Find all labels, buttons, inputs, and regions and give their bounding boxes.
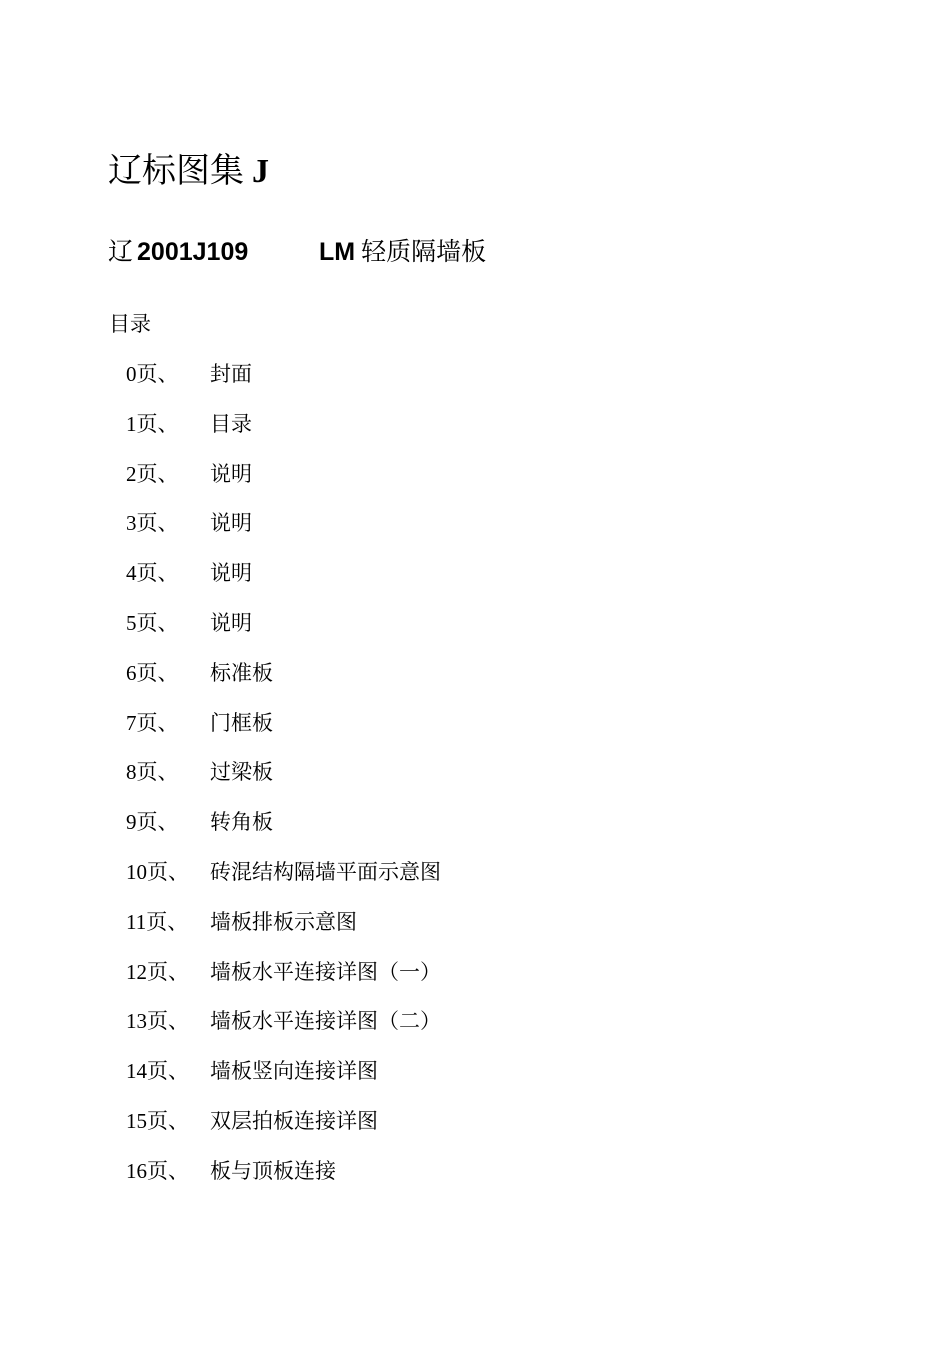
toc-page-number: 5页、 (126, 610, 179, 635)
toc-entry-title: 标准板 (210, 660, 273, 685)
table-of-contents (126, 359, 726, 1206)
toc-heading: 目录 (109, 312, 151, 336)
toc-page-number: 15页、 (126, 1108, 189, 1133)
toc-page-number: 3页、 (126, 511, 179, 536)
toc-page-number: 8页、 (126, 760, 179, 785)
atlas-name-latin: LM (319, 238, 356, 266)
atlas-name-cn: 轻质隔墙板 (361, 237, 487, 266)
toc-entry-title: 目录 (210, 411, 252, 436)
toc-item (126, 757, 726, 807)
document-title-cn: 辽标图集 (108, 151, 244, 191)
toc-entry-title: 墙板排板示意图 (210, 909, 357, 934)
toc-item (126, 608, 726, 658)
toc-item (126, 708, 726, 758)
toc-item (126, 1006, 726, 1056)
toc-entry-title: 砖混结构隔墙平面示意图 (210, 859, 441, 884)
toc-page-number: 7页、 (126, 710, 179, 735)
toc-page-number: 2页、 (126, 461, 179, 486)
toc-item (126, 409, 726, 459)
toc-page-number: 6页、 (126, 660, 179, 685)
toc-entry-title: 说明 (210, 561, 252, 586)
atlas-name (319, 234, 486, 270)
toc-page-number: 0页、 (126, 362, 179, 386)
atlas-code: 2001J109 (137, 238, 249, 266)
toc-entry-title: 双层拍板连接详图 (210, 1108, 378, 1133)
toc-entry-title: 墙板水平连接详图（一） (210, 959, 441, 984)
toc-entry-title: 封面 (210, 362, 252, 386)
toc-entry-title: 说明 (210, 610, 252, 635)
document-title-latin: J (252, 153, 269, 190)
toc-item (126, 508, 726, 558)
toc-entry-title: 转角板 (210, 810, 273, 835)
toc-item (126, 907, 726, 957)
toc-entry-title: 墙板竖向连接详图 (210, 1059, 378, 1084)
toc-page-number: 13页、 (126, 1009, 189, 1034)
toc-entry-title: 过梁板 (210, 760, 273, 785)
toc-item (126, 459, 726, 509)
toc-page-number: 12页、 (126, 959, 189, 984)
toc-page-number: 11页、 (126, 909, 189, 934)
toc-page-number: 16页、 (126, 1158, 189, 1183)
toc-entry-title: 说明 (210, 511, 252, 536)
toc-entry-title: 说明 (210, 461, 252, 486)
toc-item (126, 807, 726, 857)
toc-entry-title: 墙板水平连接详图（二） (210, 1009, 441, 1034)
toc-item (126, 857, 726, 907)
toc-item (126, 1156, 726, 1206)
toc-item (126, 658, 726, 708)
toc-entry-title: 门框板 (210, 710, 273, 735)
toc-page-number: 9页、 (126, 810, 179, 835)
toc-item (126, 558, 726, 608)
subtitle-prefix: 辽 (108, 237, 134, 266)
toc-page-number: 4页、 (126, 561, 179, 586)
toc-page-number: 10页、 (126, 859, 189, 884)
toc-entry-title: 板与顶板连接 (210, 1158, 336, 1183)
document-subtitle (108, 234, 487, 270)
document-title (108, 148, 269, 195)
toc-item (126, 359, 726, 409)
toc-page-number: 1页、 (126, 411, 179, 436)
toc-page-number: 14页、 (126, 1059, 189, 1084)
toc-item (126, 1056, 726, 1106)
toc-item (126, 1106, 726, 1156)
toc-item (126, 957, 726, 1007)
